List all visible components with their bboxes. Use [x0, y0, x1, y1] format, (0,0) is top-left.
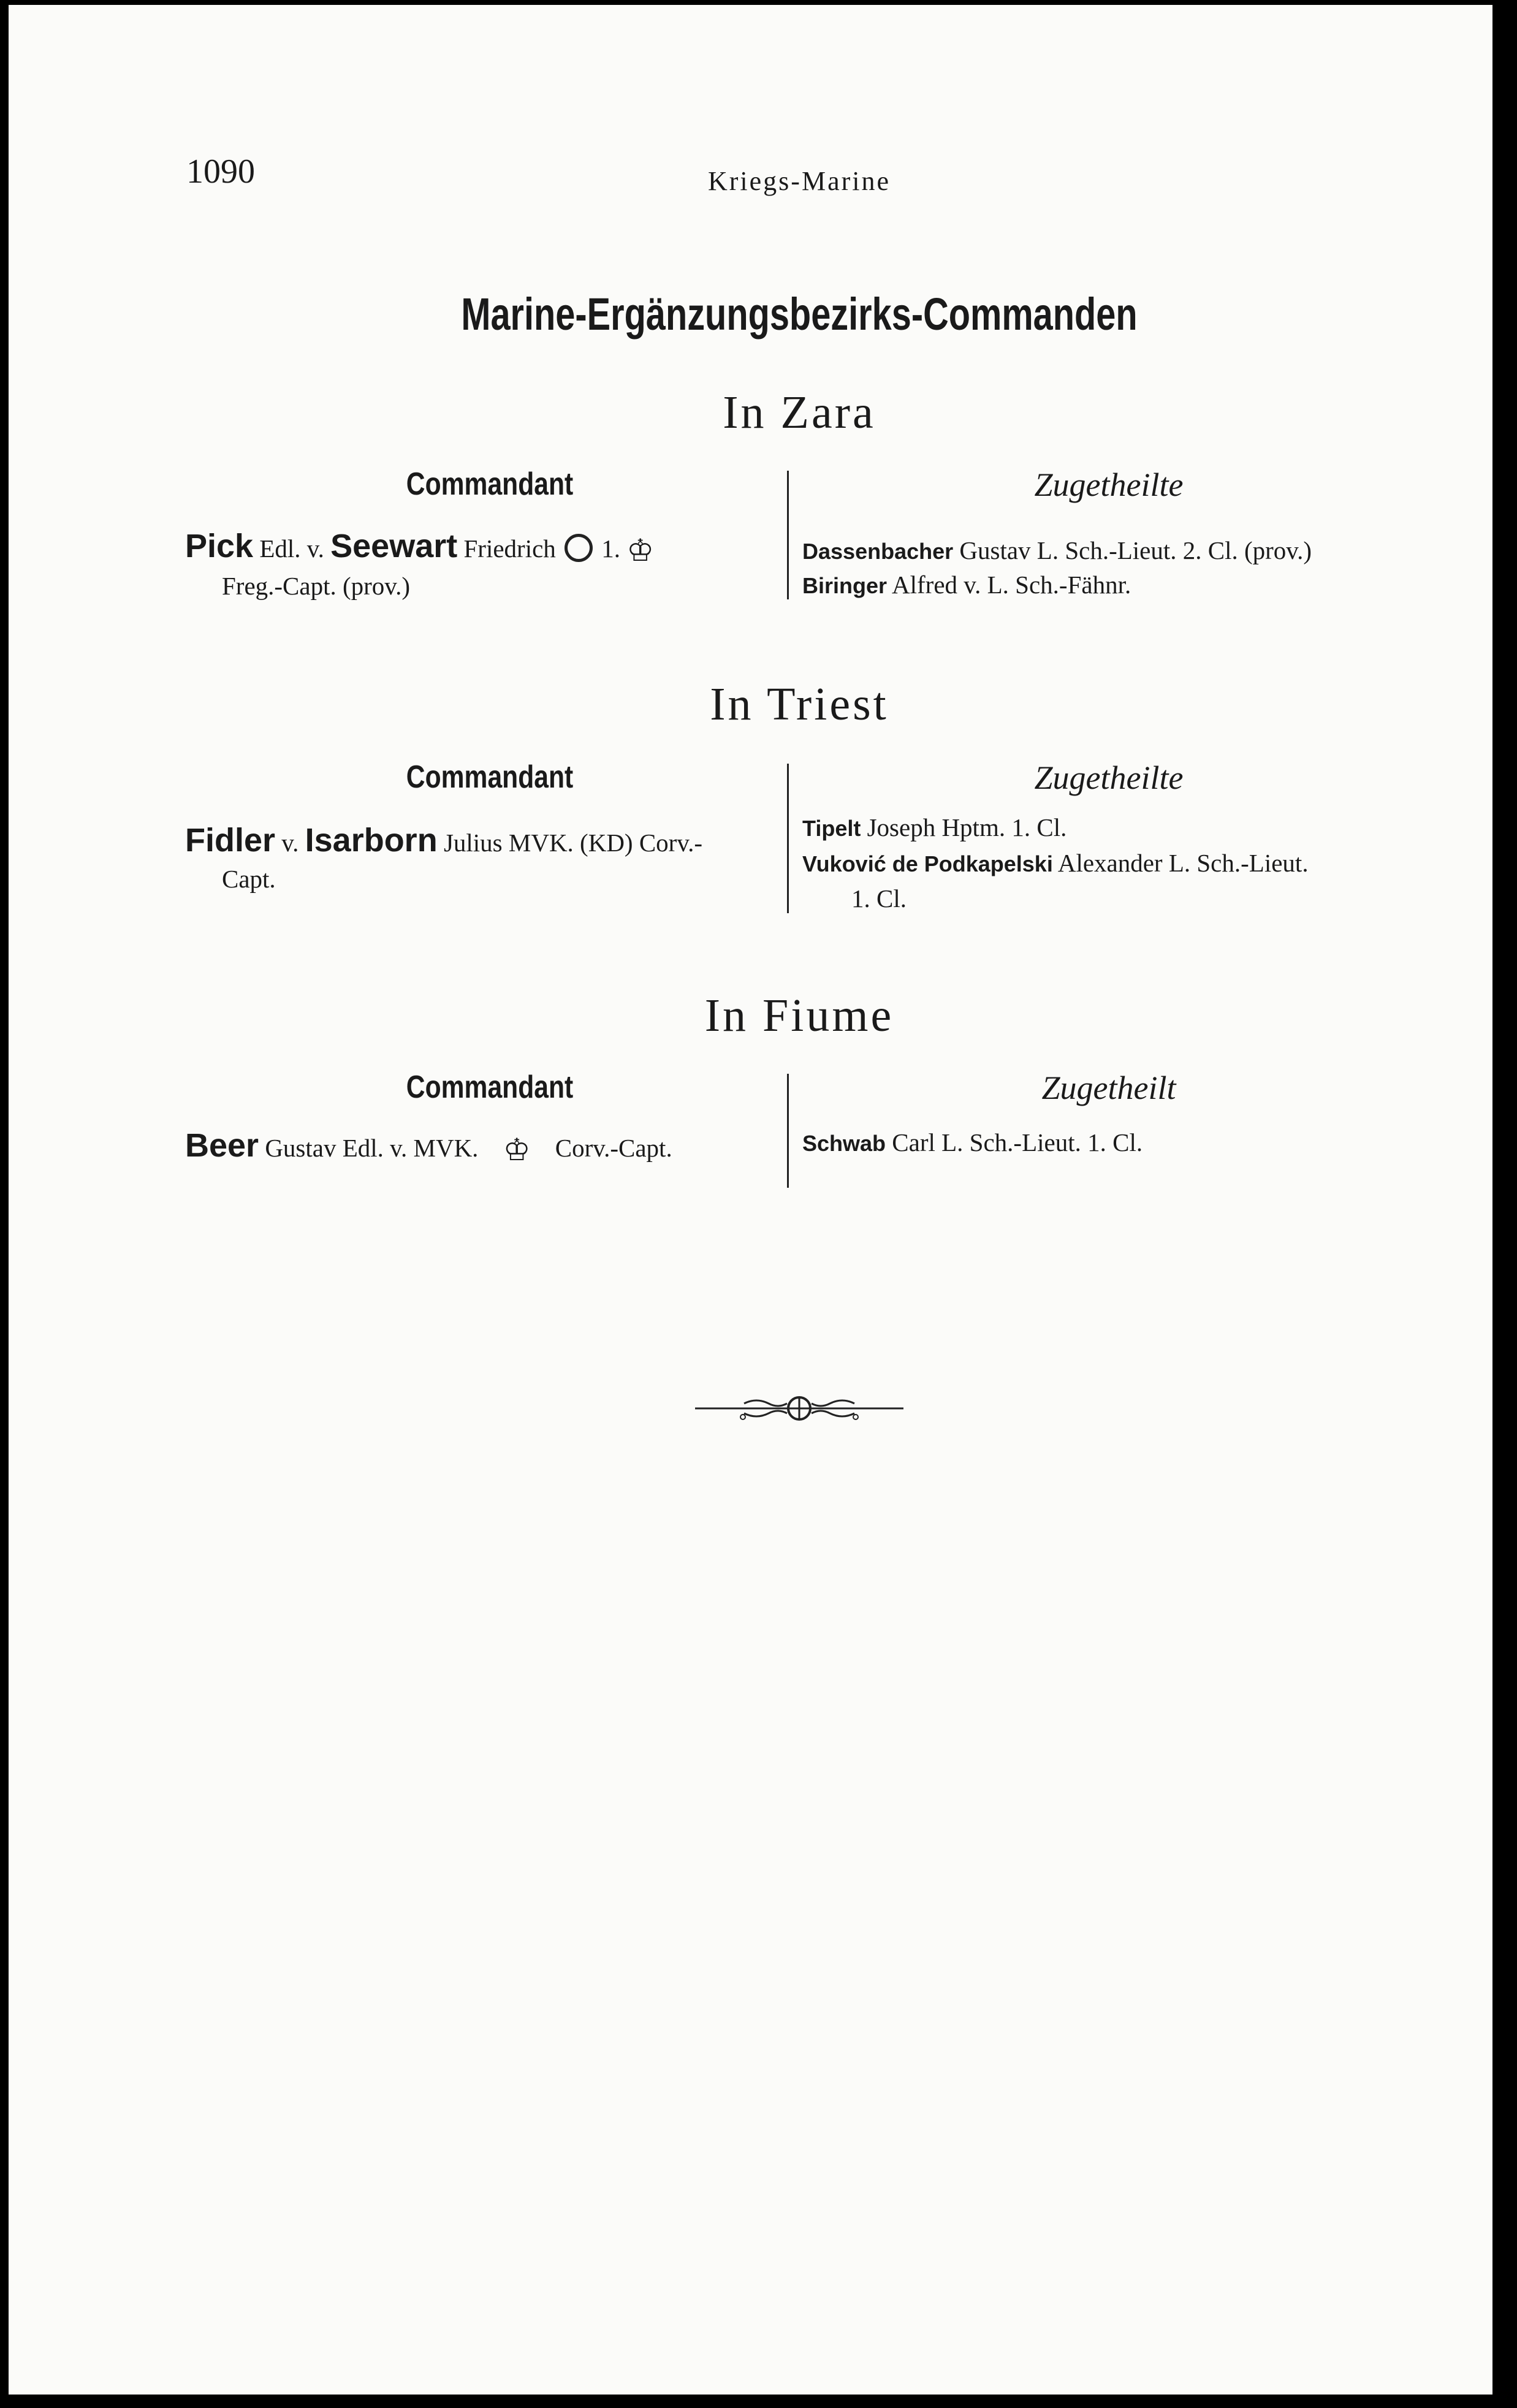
commandant-rank: Corv.-Capt.	[555, 1134, 672, 1162]
assigned-entry	[802, 536, 1312, 565]
commandant-rank: Capt.	[222, 865, 276, 893]
page-title: Marine-Ergänzungsbezirks-Commanden	[461, 289, 1138, 340]
assigned-details: Joseph Hptm. 1. Cl.	[867, 813, 1067, 841]
assigned-entry	[802, 813, 1066, 842]
assigned-entry	[802, 848, 1309, 878]
assigned-details: Alexander L. Sch.-Lieut.	[1057, 849, 1309, 877]
assigned-heading: Zugetheilte	[1034, 759, 1184, 796]
given-name: Friedrich	[463, 534, 556, 563]
circle-order-icon	[565, 534, 593, 562]
given-name: Julius MVK. (KD) Corv.-	[443, 829, 703, 857]
assigned-surname: Schwab	[802, 1131, 886, 1156]
ornament-divider-icon	[695, 1384, 903, 1433]
surname: Beer	[185, 1127, 259, 1164]
surname: Pick	[185, 528, 254, 564]
assigned-details: Carl L. Sch.-Lieut. 1. Cl.	[892, 1128, 1143, 1157]
commandant-entry	[185, 527, 654, 566]
commandant-rank: Freg.-Capt. (prov.)	[222, 572, 411, 600]
commandant-heading: Commandant	[406, 1069, 574, 1105]
column-divider	[787, 764, 789, 913]
crown-decoration-icon: ♔	[626, 533, 655, 568]
assigned-entry	[802, 1128, 1143, 1157]
crown-decoration-icon: ♔	[503, 1133, 531, 1167]
given-name: Gustav Edl. v. MVK.	[265, 1134, 479, 1162]
name-particle: Edl. v.	[259, 534, 324, 563]
name-particle: v.	[281, 829, 299, 857]
page-number: 1090	[186, 153, 255, 191]
order-class: 1.	[601, 534, 621, 563]
commandant-heading: Commandant	[406, 466, 574, 502]
section-city-zara: In Zara	[723, 387, 876, 438]
assigned-surname: Vuković de Podkapelski	[802, 851, 1053, 876]
commandant-entry	[185, 821, 702, 859]
section-city-triest: In Triest	[710, 678, 889, 730]
commandant-heading: Commandant	[406, 759, 574, 795]
column-divider	[787, 1074, 789, 1188]
surname-predicate: Isarborn	[305, 822, 438, 859]
document-page	[9, 5, 1492, 2395]
commandant-entry	[185, 1126, 672, 1165]
assigned-surname: Dassenbacher	[802, 539, 954, 564]
running-title: Kriegs-Marine	[707, 166, 891, 196]
assigned-details: Alfred v. L. Sch.-Fähnr.	[892, 571, 1131, 599]
surname: Fidler	[185, 822, 276, 859]
section-city-fiume: In Fiume	[704, 990, 894, 1041]
surname-predicate: Seewart	[330, 528, 458, 564]
assigned-surname: Tipelt	[802, 816, 861, 841]
assigned-entry	[802, 570, 1131, 599]
assigned-details: Gustav L. Sch.-Lieut. 2. Cl. (prov.)	[959, 536, 1312, 564]
assigned-heading: Zugetheilt	[1041, 1069, 1176, 1106]
assigned-surname: Biringer	[802, 573, 888, 598]
column-divider	[787, 471, 789, 599]
assigned-heading: Zugetheilte	[1034, 466, 1184, 503]
assigned-continuation: 1. Cl.	[851, 884, 907, 913]
